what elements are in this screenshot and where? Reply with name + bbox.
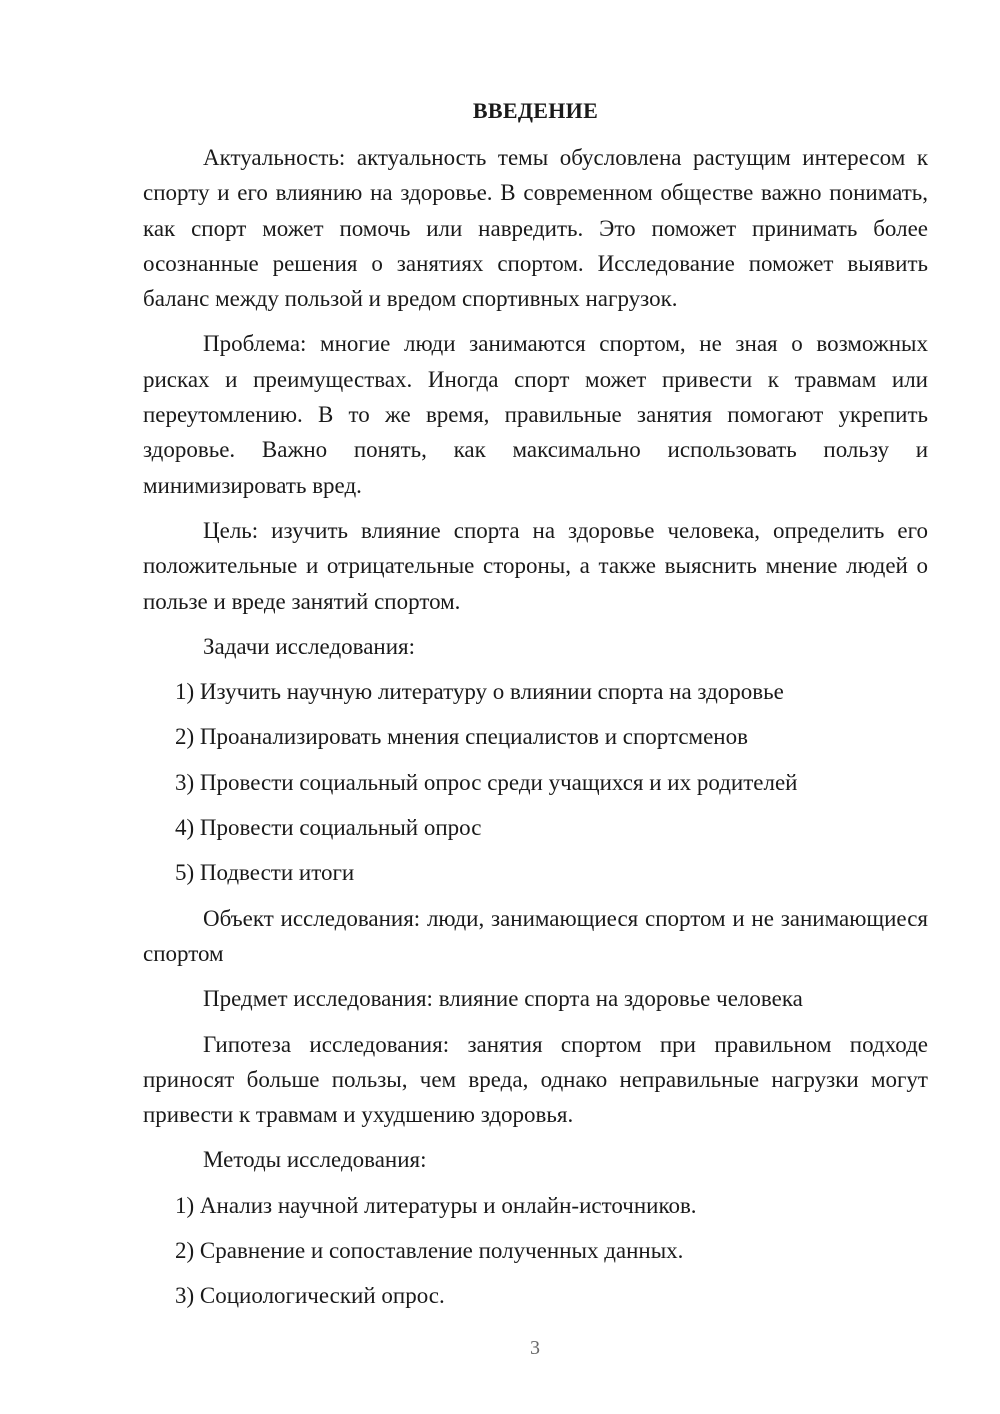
- task-item-4: 4) Провести социальный опрос: [175, 815, 482, 841]
- method-item-3: 3) Социологический опрос.: [175, 1283, 445, 1309]
- task-item-3: 3) Провести социальный опрос среди учащихся и их родителей: [175, 769, 798, 795]
- methods-heading: Методы исследования:: [203, 1147, 427, 1173]
- task-item-2: 2) Проанализировать мнения специалистов и спортсменов: [175, 724, 748, 750]
- task-item-1: 1) Изучить научную литературу о влиянии спорта на здоровье: [175, 679, 784, 705]
- hypothesis-paragraph: Гипотеза исследования: занятия спортом при правильном подходе приносят больше пользы, чем вреда, однако неправильные нагрузки могут привести к травмам и ухудшению здоровья.: [143, 1031, 928, 1128]
- subject-paragraph: Предмет исследования: влияние спорта на здоровье человека: [203, 986, 803, 1012]
- goal-paragraph: Цель: изучить влияние спорта на здоровье человека, определить его положительные и отрицательные стороны, а также выяснить мнение людей о пользе и вреде занятий спортом.: [143, 517, 928, 614]
- section-title: ВВЕДЕНИЕ: [472, 98, 599, 123]
- page-content: [143, 96, 928, 1324]
- task-item-5: 5) Подвести итоги: [175, 860, 355, 886]
- method-item-2: 2) Сравнение и сопоставление полученных данных.: [175, 1238, 684, 1264]
- relevance-paragraph: Актуальность: актуальность темы обусловлена растущим интересом к спорту и его влиянию на здоровье. В современном обществе важно понимать, как спорт может помочь или навредить. Это поможет принимать более осознанные решения о занятиях спортом. Исследование поможет выявить баланс между пользой и вредом спортивных нагрузок.: [143, 145, 928, 312]
- page-number: 3: [530, 1337, 540, 1359]
- problem-paragraph: Проблема: многие люди занимаются спортом, не зная о возможных рисках и преимуществах. Иногда спорт может привести к травмам или переутомлению. В то же время, правильные занятия помогают укрепить здоровье. Важно понять, как максимально использовать пользу и минимизировать вред.: [143, 331, 928, 498]
- object-paragraph: Объект исследования: люди, занимающиеся спортом и не занимающиеся спортом: [143, 905, 928, 966]
- tasks-heading: Задачи исследования:: [203, 633, 416, 659]
- method-item-1: 1) Анализ научной литературы и онлайн-источников.: [175, 1192, 697, 1218]
